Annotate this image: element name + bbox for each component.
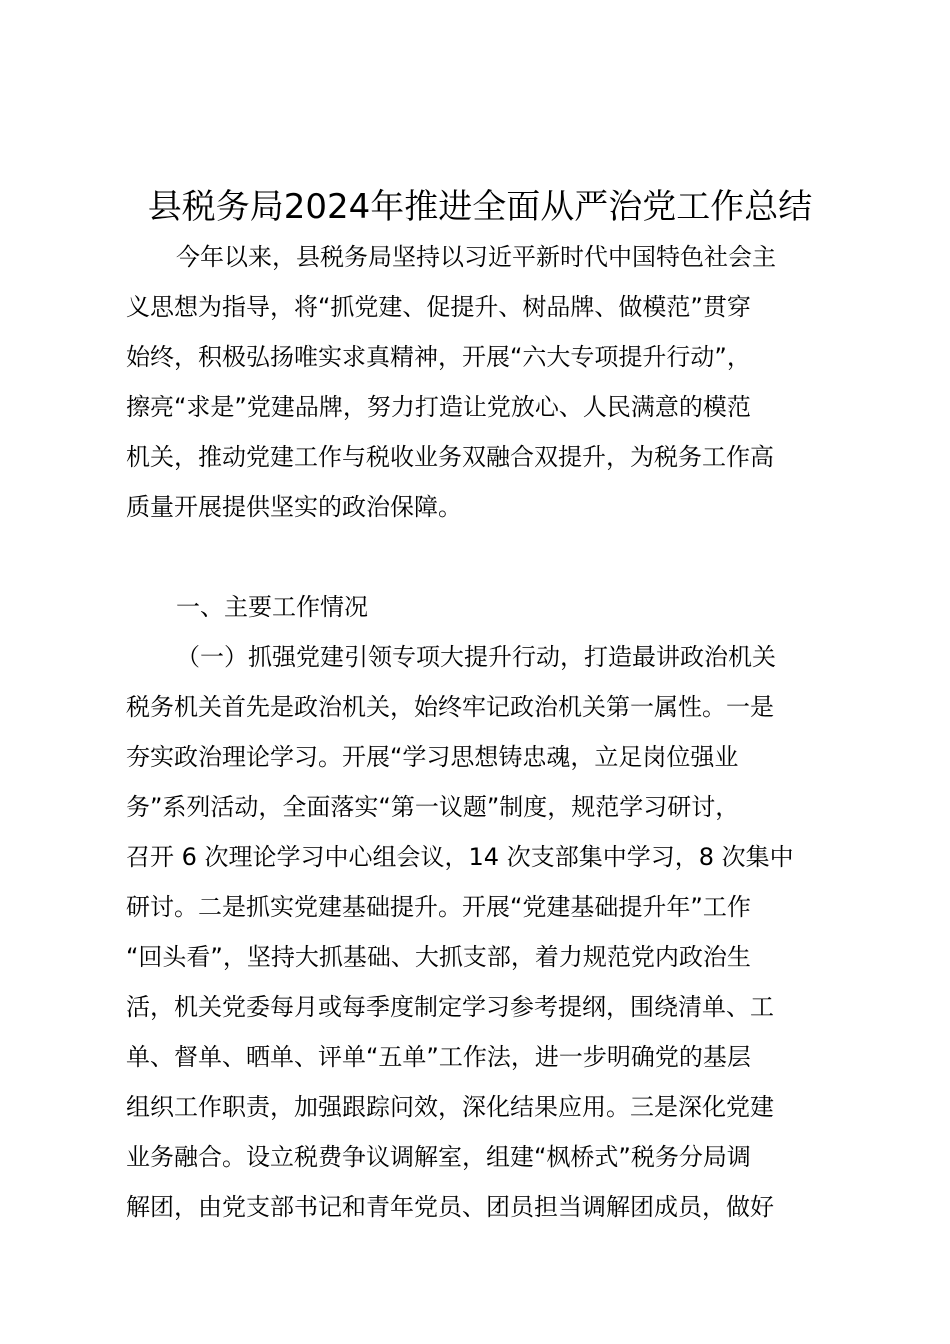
paragraph-line: 活，机关党委每月或每季度制定学习参考提纲，围绕清单、工 <box>126 993 774 1021</box>
paragraph-line: 擦亮“求是”党建品牌，努力打造让党放心、人民满意的模范 <box>126 393 751 421</box>
paragraph-line: 税务机关首先是政治机关，始终牢记政治机关第一属性。一是 <box>126 693 774 721</box>
paragraph-line: 今年以来，县税务局坚持以习近平新时代中国特色社会主 <box>176 243 776 271</box>
document-body <box>126 232 838 1232</box>
paragraph-line: 质量开展提供坚实的政治保障。 <box>126 493 462 521</box>
paragraph-line: 研讨。二是抓实党建基础提升。开展“党建基础提升年”工作 <box>126 893 751 921</box>
paragraph-gap <box>126 532 838 582</box>
paragraph-line: 夯实政治理论学习。开展“学习思想铸忠魂，立足岗位强业 <box>126 743 739 771</box>
paragraph-line: 解团，由党支部书记和青年党员、团员担当调解团成员，做好 <box>126 1193 774 1221</box>
paragraph-line: 召开 6 次理论学习中心组会议，14 次支部集中学习，8 次集中 <box>126 843 794 871</box>
paragraph-line: 单、督单、晒单、评单“五单”工作法，进一步明确党的基层 <box>126 1043 751 1071</box>
document-title: 县税务局2024年推进全面从严治党工作总结 <box>147 187 813 227</box>
paragraph-line: 机关，推动党建工作与税收业务双融合双提升，为税务工作高 <box>126 443 774 471</box>
paragraph-line: 务”系列活动，全面落实“第一议题”制度，规范学习研讨， <box>126 793 740 821</box>
paragraph-line: 义思想为指导，将“抓党建、促提升、树品牌、做模范”贯穿 <box>126 293 751 321</box>
section-heading: 一、主要工作情况 <box>176 593 368 621</box>
paragraph-line: 始终，积极弘扬唯实求真精神，开展“六大专项提升行动”， <box>126 343 751 371</box>
subsection-heading: （一）抓强党建引领专项大提升行动，打造最讲政治机关 <box>176 643 776 671</box>
paragraph-line: 业务融合。设立税费争议调解室，组建“枫桥式”税务分局调 <box>126 1143 751 1171</box>
paragraph-line: “回头看”，坚持大抓基础、大抓支部，着力规范党内政治生 <box>126 943 751 971</box>
paragraph-line: 组织工作职责，加强跟踪问效，深化结果应用。三是深化党建 <box>126 1093 774 1121</box>
